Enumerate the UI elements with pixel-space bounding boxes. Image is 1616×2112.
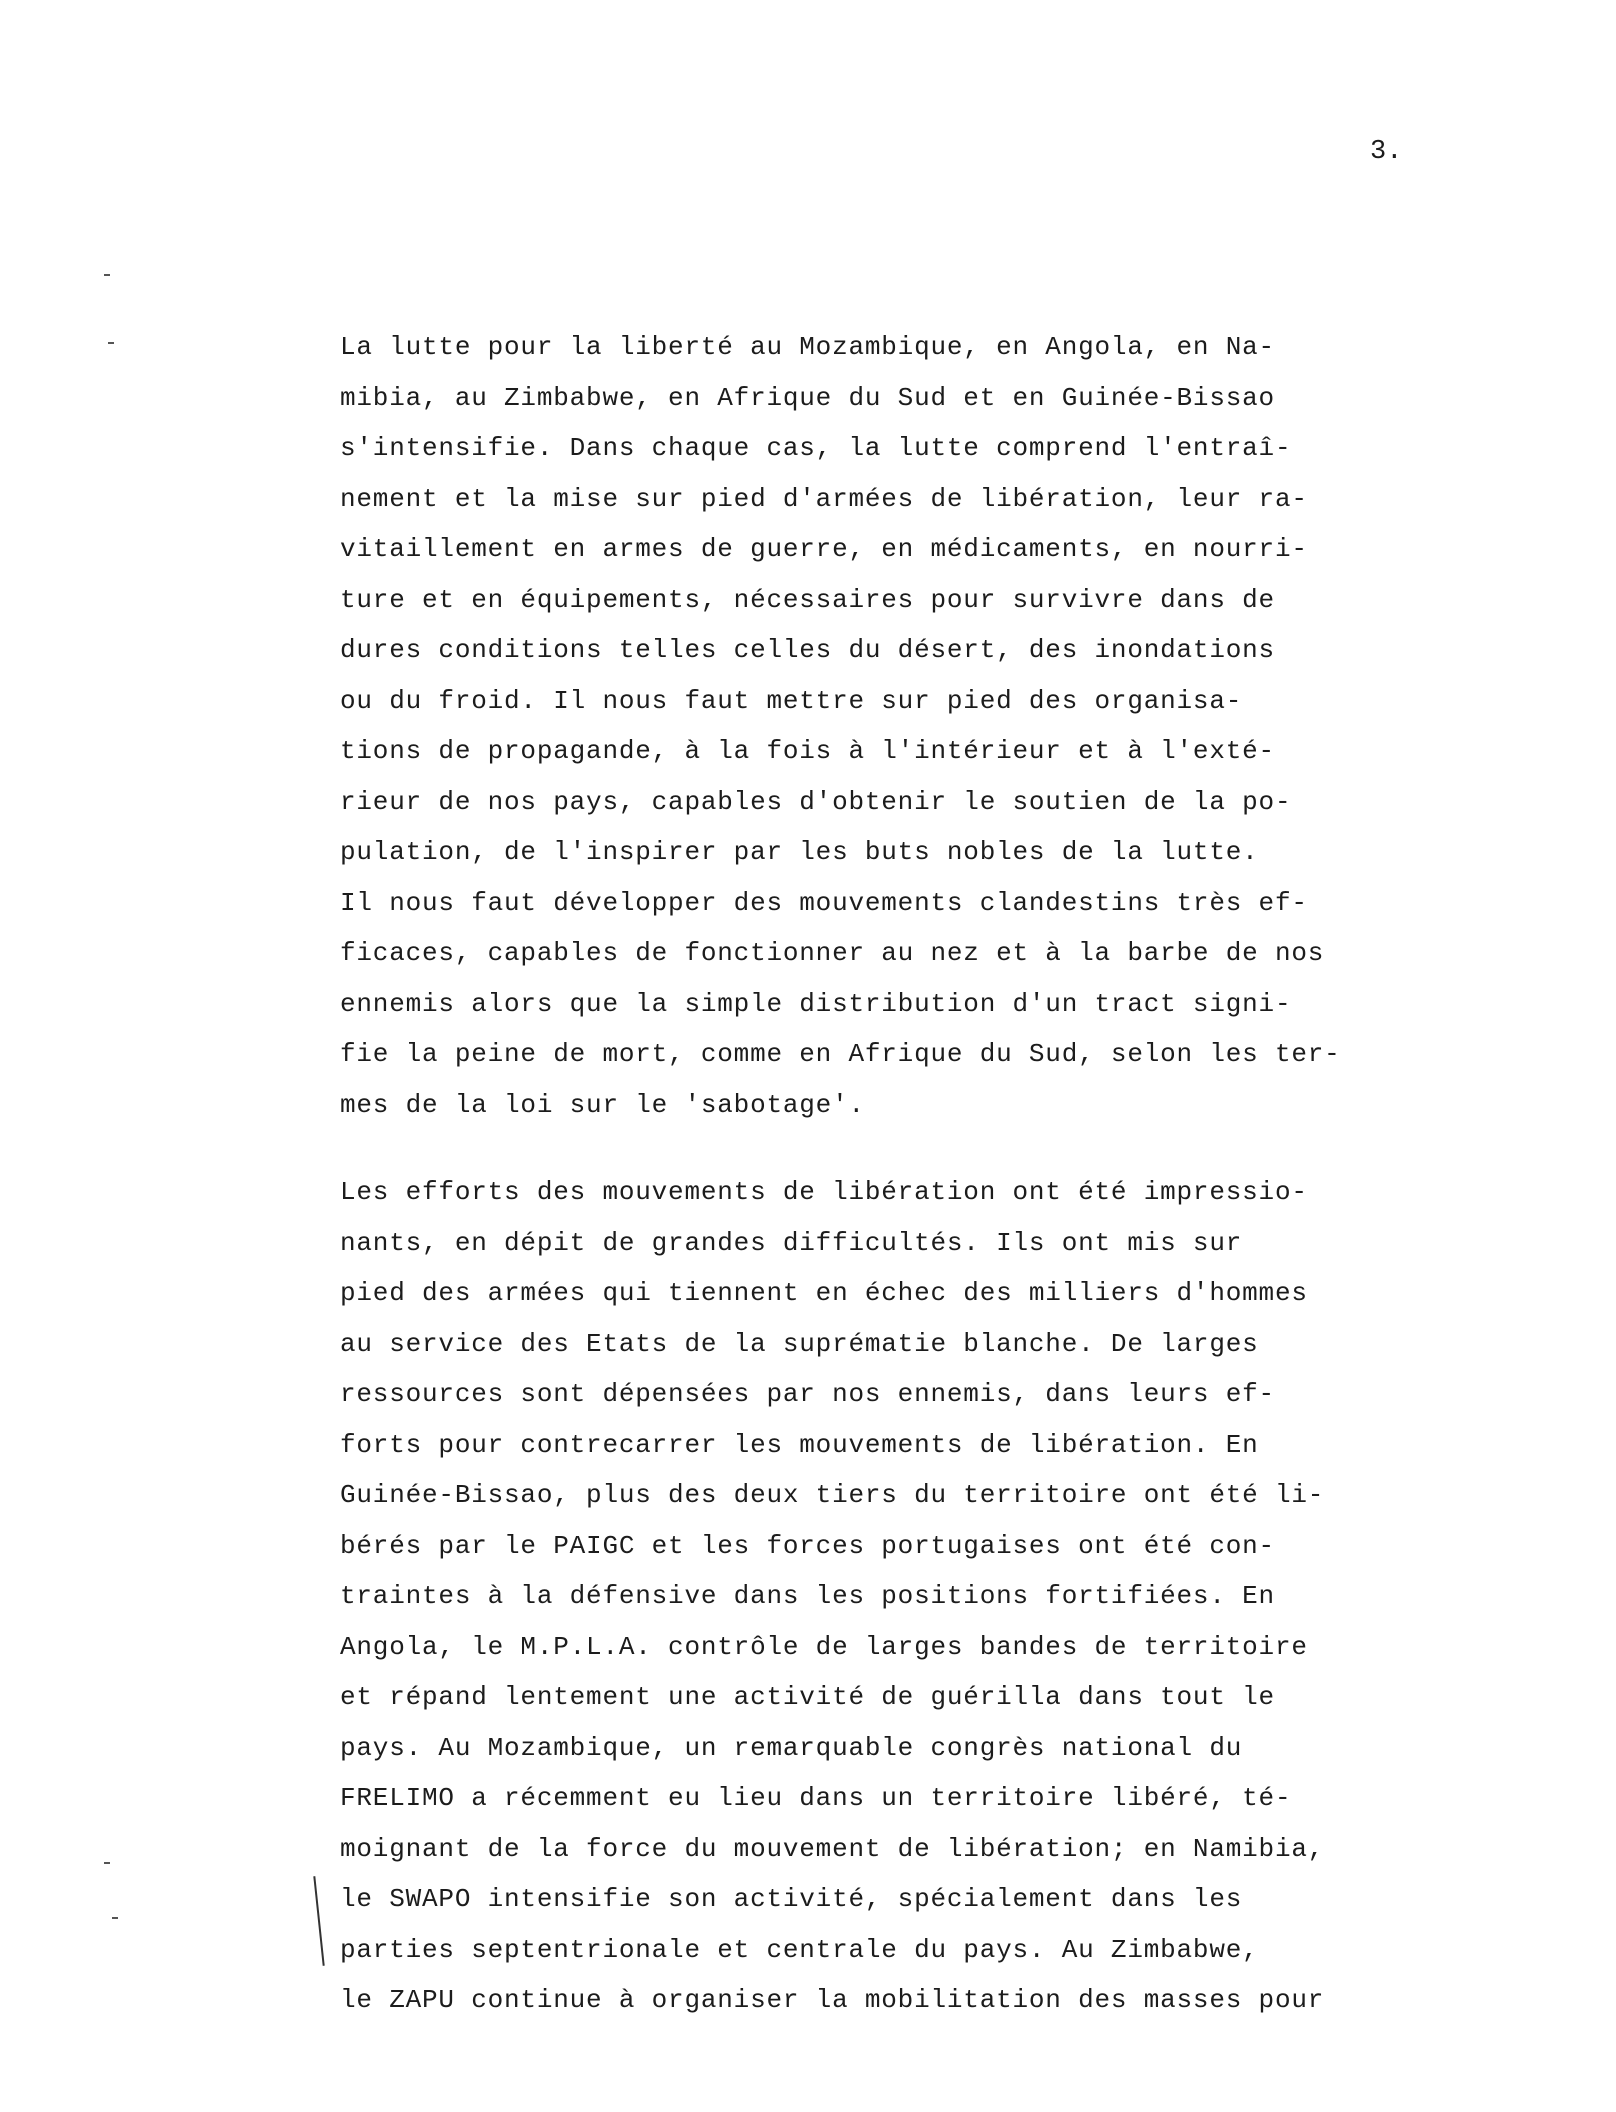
scan-mark xyxy=(104,1862,110,1864)
text-line: tions de propagande, à la fois à l'intérieur et à l'exté- xyxy=(340,736,1275,766)
text-line: s'intensifie. Dans chaque cas, la lutte comprend l'entraî- xyxy=(340,433,1292,463)
text-line: ressources sont dépensées par nos ennemis, dans leurs ef- xyxy=(340,1379,1275,1409)
text-line: au service des Etats de la suprématie blanche. De larges xyxy=(340,1328,1259,1359)
text-line: Il nous faut développer des mouvements clandestins très ef- xyxy=(340,887,1308,918)
text-line: mes de la loi sur le 'sabotage'. xyxy=(340,1089,865,1120)
text-line: moignant de la force du mouvement de libération; en Namibia, xyxy=(340,1833,1325,1864)
text-line: parties septentrionale et centrale du pays. Au Zimbabwe, xyxy=(340,1934,1259,1965)
text-line: ficaces, capables de fonctionner au nez et à la barbe de nos xyxy=(340,938,1325,968)
text-line: Guinée-Bissao, plus des deux tiers du territoire ont été li- xyxy=(340,1480,1325,1510)
text-line: Angola, le M.P.L.A. contrôle de larges bandes de territoire xyxy=(340,1631,1308,1662)
text-line: ennemis alors que la simple distribution d'un tract signi- xyxy=(340,988,1292,1019)
paragraph-1 xyxy=(340,322,1380,1130)
scan-mark xyxy=(108,342,114,344)
text-line: vitaillement en armes de guerre, en médicaments, en nourri- xyxy=(340,534,1308,564)
text-line: forts pour contrecarrer les mouvements de libération. En xyxy=(340,1429,1259,1460)
text-line: le ZAPU continue à organiser la mobilitation des masses pour xyxy=(340,1985,1325,2015)
text-line: FRELIMO a récemment eu lieu dans un territoire libéré, té- xyxy=(340,1783,1292,1813)
margin-annotation-bracket xyxy=(313,1876,324,1966)
text-line: Les efforts des mouvements de libération ont été impressio- xyxy=(340,1177,1308,1207)
text-line: ou du froid. Il nous faut mettre sur pied des organisa- xyxy=(340,685,1243,716)
text-line: rieur de nos pays, capables d'obtenir le soutien de la po- xyxy=(340,786,1292,817)
page-number: 3. xyxy=(1370,137,1403,167)
text-line: ture et en équipements, nécessaires pour survivre dans de xyxy=(340,584,1275,615)
text-line: pied des armées qui tiennent en échec des milliers d'hommes xyxy=(340,1278,1308,1308)
scan-mark xyxy=(112,1917,118,1919)
text-line: bérés par le PAIGC et les forces portugaises ont été con- xyxy=(340,1530,1275,1561)
paragraph-2 xyxy=(340,1167,1380,2026)
text-line: pulation, de l'inspirer par les buts nobles de la lutte. xyxy=(340,837,1259,867)
text-line: nement et la mise sur pied d'armées de libération, leur ra- xyxy=(340,483,1308,514)
text-line: nants, en dépit de grandes difficultés. Ils ont mis sur xyxy=(340,1227,1243,1258)
text-line: mibia, au Zimbabwe, en Afrique du Sud et en Guinée-Bissao xyxy=(340,382,1275,413)
text-line: pays. Au Mozambique, un remarquable congrès national du xyxy=(340,1732,1243,1763)
text-line: dures conditions telles celles du désert, des inondations xyxy=(340,635,1275,665)
text-line: fie la peine de mort, comme en Afrique du Sud, selon les ter- xyxy=(340,1039,1341,1069)
text-line: traintes à la défensive dans les positions fortifiées. En xyxy=(340,1581,1275,1611)
text-line: et répand lentement une activité de guérilla dans tout le xyxy=(340,1682,1275,1712)
text-line: La lutte pour la liberté au Mozambique, en Angola, en Na- xyxy=(340,332,1275,362)
text-line: le SWAPO intensifie son activité, spécialement dans les xyxy=(340,1884,1243,1914)
scan-mark xyxy=(104,274,110,276)
